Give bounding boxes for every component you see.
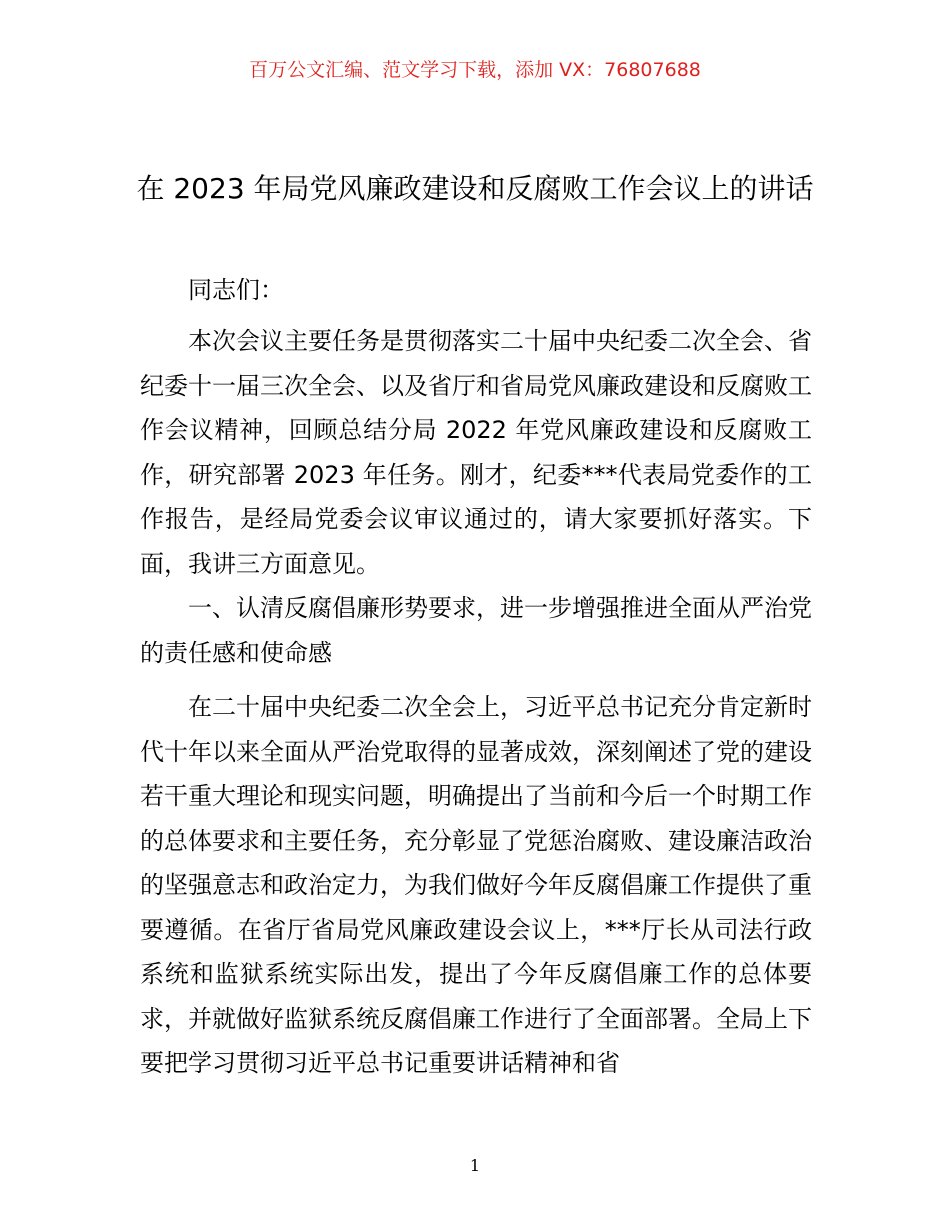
section-heading-one: 一、认清反腐倡廉形势要求，进一步增强推进全面从严治党的责任感和使命感 (140, 594, 812, 667)
opening-paragraph: 本次会议主要任务是贯彻落实二十届中央纪委二次全会、省纪委十一届三次全会、以及省厅和省局党风廉政建设和反腐败工作会议精神，回顾总结分局 2022 年党风廉政建设和反腐败工作，研究部署 2023 年任务。刚才，纪委***代表局党委作的工作报告，是经局党委会议审议通过的，请大家要抓好落实。下面，我讲三方面意见。 (140, 327, 812, 578)
watermark-banner: 百万公文汇编、范文学习下载，添加 VX：76807688 (249, 59, 701, 81)
greeting-line: 同志们： (188, 276, 284, 304)
section-one-paragraph: 在二十届中央纪委二次全会上，习近平总书记充分肯定新时代十年以来全面从严治党取得的显著成效，深刻阐述了党的建设若干重大理论和现实问题，明确提出了当前和今后一个时期工作的总体要求和主要任务，充分彰显了党惩治腐败、建设廉洁政治的坚强意志和政治定力，为我们做好今年反腐倡廉工作提供了重要遵循。在省厅省局党风廉政建设会议上，***厅长从司法行政系统和监狱系统实际出发，提出了今年反腐倡廉工作的总体要求，并就做好监狱系统反腐倡廉工作进行了全面部署。全局上下要把学习贯彻习近平总书记重要讲话精神和省 (140, 693, 812, 1077)
page-number: 1 (469, 1156, 481, 1175)
document-title: 在 2023 年局党风廉政建设和反腐败工作会议上的讲话 (136, 172, 814, 205)
